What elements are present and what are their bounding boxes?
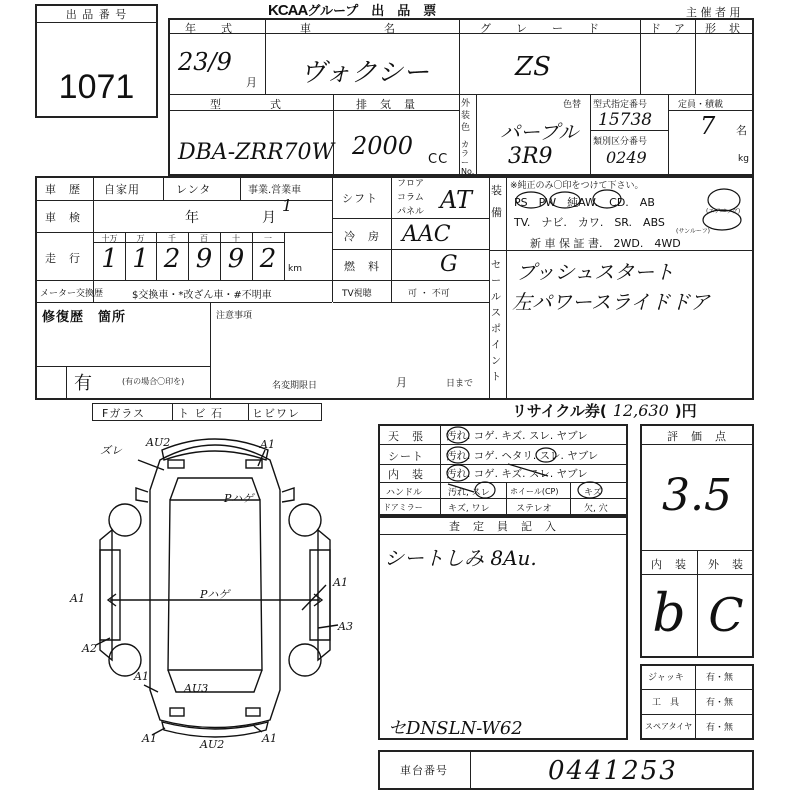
organizer-label: 主 催 者 用 bbox=[686, 6, 741, 19]
exterior-grade-value: C bbox=[708, 588, 744, 642]
spare-tire-value: 有・無 bbox=[706, 723, 734, 733]
type-value: DBA-ZRR70W bbox=[178, 140, 335, 165]
capacity-label: 定員・積載 bbox=[678, 100, 724, 110]
car-damage-diagram bbox=[40, 430, 380, 760]
mark-a1-right: A1 bbox=[333, 576, 348, 589]
handle-label: ハンドル bbox=[386, 488, 423, 498]
f-glass-label: Fガラス bbox=[102, 407, 145, 420]
condition-circles bbox=[378, 424, 628, 516]
type-label: 型 式 bbox=[210, 98, 282, 111]
wheel-label: ホイール(CP) bbox=[510, 487, 559, 496]
mark-au2-front: AU2 bbox=[146, 436, 171, 449]
door-label: ド ア bbox=[650, 22, 686, 35]
repair-label: 修復歴 箇所 bbox=[42, 310, 127, 325]
color-change-label: 色替 bbox=[563, 100, 582, 110]
name-change-label: 名変期限日 bbox=[272, 381, 318, 391]
color-value: パープル bbox=[500, 120, 579, 144]
chip-label: ト ビ 石 bbox=[178, 407, 223, 420]
grade-value: ZS bbox=[515, 52, 551, 82]
shift-option-column[interactable]: コラム bbox=[397, 193, 424, 203]
stereo-options: 欠, 穴 bbox=[584, 504, 608, 514]
score-value: 3.5 bbox=[662, 470, 732, 521]
airbag-note: (エアバッグ) bbox=[706, 208, 741, 215]
inspector-note: シートしみ 8Au. bbox=[384, 546, 537, 570]
door-mirror-label: ドアミラー bbox=[383, 503, 423, 512]
model-name-label: 車 名 bbox=[300, 22, 396, 35]
cc-unit: CC bbox=[428, 152, 449, 167]
sales-point-label: セールスポイント bbox=[491, 260, 502, 383]
shift-value: AT bbox=[440, 186, 473, 214]
equipment-circles bbox=[490, 180, 754, 250]
serial-note: セDNSLN-W62 bbox=[388, 718, 523, 739]
mark-au3: AU3 bbox=[184, 682, 209, 695]
equipment-note: ※純正のみ〇印をつけて下さい。 bbox=[510, 181, 644, 191]
load-unit: kg bbox=[738, 154, 749, 164]
mileage-digit: 9 bbox=[195, 244, 213, 274]
lot-number-value: 1071 bbox=[58, 68, 135, 106]
color-no-label: カラーNo. bbox=[461, 140, 475, 176]
mileage-digit: 1 bbox=[132, 244, 149, 274]
chassis-value: 0441253 bbox=[548, 756, 678, 786]
mileage-digit: 1 bbox=[101, 244, 118, 274]
private-use-option[interactable]: 自家用 bbox=[104, 183, 140, 196]
mileage-digit: 9 bbox=[227, 244, 245, 274]
score-label: 評 価 点 bbox=[667, 430, 727, 443]
capacity-unit: 名 bbox=[736, 124, 748, 137]
tool-kit-value: 有・無 bbox=[706, 698, 734, 708]
mark-a1-left: A1 bbox=[70, 592, 85, 605]
lot-number-label: 出 品 番 号 bbox=[65, 8, 128, 21]
type-designation-label: 型式指定番号 bbox=[593, 100, 648, 110]
shift-label: シフト bbox=[342, 192, 378, 205]
interior-options: 汚れ. コゲ. キズ. スレ. ヤブレ bbox=[446, 468, 588, 480]
interior-label: 内 装 bbox=[388, 468, 424, 481]
stereo-label: ステレオ bbox=[516, 504, 552, 514]
sales-point-line2: 左パワースライドドア bbox=[512, 290, 710, 314]
rental-option[interactable]: レンタ bbox=[176, 183, 212, 196]
meter-exchange-options: $交換車・*改ざん車・#不明車 bbox=[132, 290, 272, 301]
wheel-value: キズ bbox=[584, 488, 602, 498]
mark-a1-rear-left: A1 bbox=[134, 670, 149, 683]
month-unit: 月 bbox=[246, 76, 258, 89]
type-designation-value: 15738 bbox=[598, 110, 653, 130]
tool-kit-label: 工 具 bbox=[652, 698, 680, 708]
brand-logo: KCAA bbox=[268, 2, 308, 19]
jack-label: ジャッキ bbox=[648, 673, 684, 683]
equipment-label: 装備 bbox=[491, 184, 503, 219]
chassis-label: 車台番号 bbox=[400, 764, 448, 777]
digit-label-1: 一 bbox=[264, 234, 272, 243]
exterior-color-label: 外装色 bbox=[461, 99, 471, 133]
mark-paint-peel-roof: Pハゲ bbox=[200, 588, 230, 601]
recycle-fee: リサイクル券( 12,630 )円 bbox=[512, 401, 697, 420]
exterior-grade-label: 外 装 bbox=[708, 558, 744, 571]
fuel-label: 燃 料 bbox=[344, 260, 380, 273]
mark-a2-left: A2 bbox=[82, 642, 97, 655]
registration-label: 車 歴 bbox=[45, 183, 81, 196]
mark-slip: ズレ bbox=[100, 444, 122, 457]
handle-options: 汚れ, スレ bbox=[448, 488, 490, 498]
jack-value: 有・無 bbox=[706, 673, 734, 683]
digit-label-100k: 十万 bbox=[101, 234, 118, 243]
ac-value: AAC bbox=[402, 222, 451, 247]
mark-au2-rear: AU2 bbox=[200, 738, 225, 751]
grade-label: グ レ ー ド bbox=[480, 22, 600, 35]
mark-a1-rear-bumper: A1 bbox=[142, 732, 157, 745]
color-code: 3R9 bbox=[508, 144, 553, 169]
sunroof-note: (サンルーフ) bbox=[676, 228, 710, 235]
spare-tire-label: スペアタイヤ bbox=[645, 722, 693, 731]
equipment-line3: 新 車 保 証 書. 2WD. 4WD bbox=[530, 237, 681, 250]
meter-exchange-label: メーター交換歴 bbox=[40, 289, 104, 299]
seat-options: 汚れ. コゲ. ヘタリ. スレ. ヤブレ bbox=[446, 450, 599, 462]
displacement-value: 2000 bbox=[352, 132, 414, 160]
inspector-label: 査 定 員 記 入 bbox=[449, 520, 557, 533]
fuel-value: G bbox=[440, 252, 458, 277]
name-change-month: 月 bbox=[396, 376, 408, 389]
repair-value: 有 bbox=[74, 373, 92, 394]
notes-label: 注意事項 bbox=[216, 311, 253, 321]
mileage-label: 走 行 bbox=[45, 252, 81, 265]
km-unit: km bbox=[288, 264, 302, 274]
mark-a3-right: A3 bbox=[338, 620, 353, 633]
model-name-value: ヴォクシー bbox=[300, 58, 429, 88]
mark-paint-peel-hood: Pハゲ bbox=[224, 492, 254, 505]
digit-label-10: 十 bbox=[232, 234, 240, 243]
interior-grade-value: b bbox=[652, 584, 686, 644]
equipment-line2: TV. ナビ. カワ. SR. ABS bbox=[514, 216, 665, 229]
door-mirror-options: キズ, ワレ bbox=[448, 504, 490, 514]
tv-options: 可 ・ 不可 bbox=[408, 289, 450, 299]
seat-label: シート bbox=[388, 450, 424, 463]
capacity-value: 7 bbox=[700, 112, 716, 140]
crack-label: ヒビワレ bbox=[252, 407, 300, 420]
tv-label: TV視聴 bbox=[342, 289, 372, 299]
digit-label-1k: 千 bbox=[168, 234, 176, 243]
displacement-label: 排 気 量 bbox=[356, 98, 416, 111]
shape-label: 形 状 bbox=[705, 22, 741, 35]
digit-label-10k: 万 bbox=[136, 234, 145, 243]
shift-option-panel[interactable]: パネル bbox=[397, 207, 425, 217]
form-title: KCAAグループ 出 品 票 bbox=[268, 2, 437, 19]
mileage-digit: 2 bbox=[163, 244, 181, 274]
year-label: 年 式 bbox=[185, 22, 233, 35]
mileage-digit: 2 bbox=[259, 244, 277, 274]
ceiling-label: 天 張 bbox=[388, 430, 424, 443]
name-change-day: 日まで bbox=[446, 379, 474, 389]
inspection-month-unit: 月 bbox=[262, 210, 277, 226]
business-use-option[interactable]: 事業.営業車 bbox=[248, 185, 302, 196]
digit-label-100: 百 bbox=[200, 234, 208, 243]
sales-point-line1: プッシュスタート bbox=[516, 260, 675, 284]
classification-value: 0249 bbox=[606, 148, 647, 167]
ceiling-options: 汚れ. コゲ. キズ. スレ. ヤブレ bbox=[446, 430, 588, 442]
mark-a1-rear-right: A1 bbox=[262, 732, 277, 745]
classification-label: 類別区分番号 bbox=[593, 137, 648, 147]
inspection-year-unit: 年 bbox=[185, 210, 200, 226]
inspection-label: 車 検 bbox=[45, 211, 81, 224]
equipment-line1: PS PW 純AW. CD. AB bbox=[514, 196, 655, 209]
interior-grade-label: 内 装 bbox=[651, 558, 687, 571]
ac-label: 冷 房 bbox=[344, 230, 380, 243]
repair-note: (有の場合〇印を) bbox=[122, 377, 185, 386]
year-value: 23/9 bbox=[178, 48, 232, 76]
inspection-mark: 1 bbox=[282, 196, 293, 215]
shift-option-floor[interactable]: フロア bbox=[397, 179, 425, 189]
mark-a1-front-right: A1 bbox=[260, 438, 275, 451]
